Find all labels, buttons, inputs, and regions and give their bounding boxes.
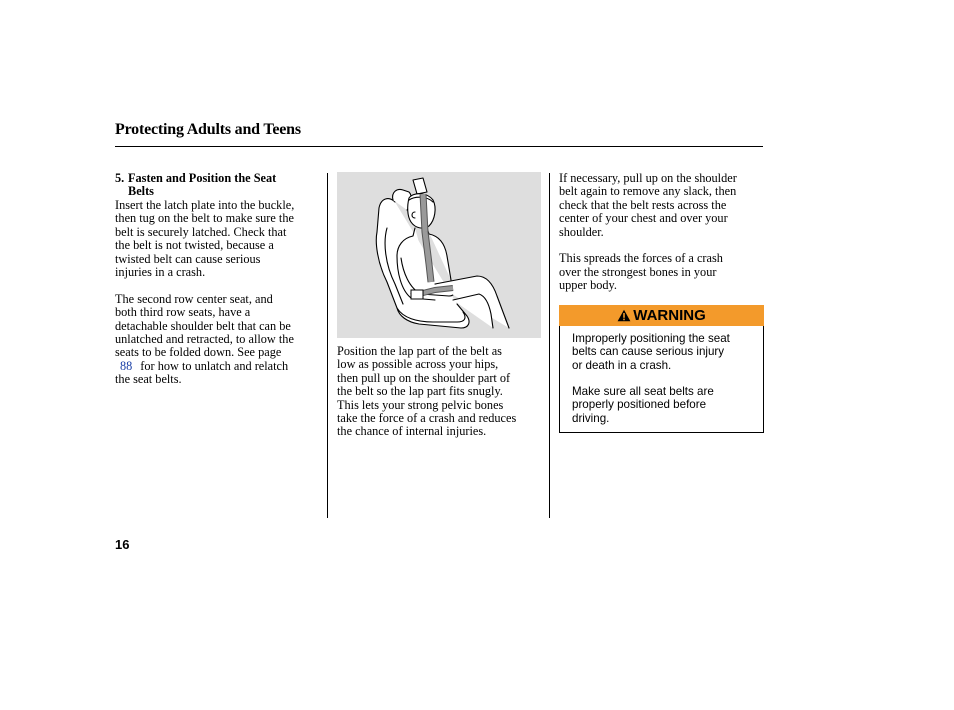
- warning-label: WARNING: [633, 307, 706, 324]
- text-line: belt is securely latched. Check that: [115, 224, 287, 239]
- column-2-text: [337, 345, 547, 439]
- text-fragment: for how to unlatch and relatch: [140, 358, 289, 373]
- warning-triangle-icon: [617, 309, 631, 322]
- text-line: This spreads the forces of a crash: [559, 251, 723, 266]
- text-line: This lets your strong pelvic bones: [337, 397, 504, 412]
- text-line: the seat belts.: [115, 372, 182, 387]
- text-line: Improperly positioning the seat: [572, 332, 730, 345]
- paragraph: [572, 332, 757, 372]
- text-line: take the force of a crash and reduces: [337, 411, 517, 426]
- text-line: detachable shoulder belt that can be: [115, 318, 291, 333]
- text-line: If necessary, pull up on the shoulder: [559, 171, 737, 185]
- text-line: seats to be folded down. See page: [115, 345, 282, 360]
- paragraph: [337, 345, 547, 439]
- text-line: Position the lap part of the belt as: [337, 344, 502, 358]
- text-line: shoulder.: [559, 224, 604, 239]
- text-line: check that the belt rests across the: [559, 197, 727, 212]
- text-line: driving.: [572, 411, 610, 425]
- text-line: over the strongest bones in your: [559, 264, 717, 279]
- seat-belt-illustration: [337, 172, 541, 338]
- text-line: injuries in a crash.: [115, 265, 206, 280]
- text-line: twisted belt can cause serious: [115, 251, 261, 266]
- text-line: low as possible across your hips,: [337, 357, 499, 372]
- warning-text: [572, 332, 757, 425]
- text-line: then pull up on the shoulder part of: [337, 370, 511, 385]
- text-line: [115, 360, 327, 373]
- text-line: then tug on the belt to make sure the: [115, 211, 294, 226]
- text-line: Insert the latch plate into the buckle,: [115, 198, 295, 212]
- step-heading: [115, 172, 325, 199]
- text-line: unlatched and retracted, to allow the: [115, 332, 294, 347]
- paragraph: [115, 293, 327, 387]
- column-divider-2: [549, 173, 550, 518]
- paragraph: [559, 172, 764, 239]
- page-title: Protecting Adults and Teens: [115, 121, 301, 138]
- text-line: the belt is not twisted, because a: [115, 238, 274, 253]
- text-line: the chance of internal injuries.: [337, 424, 487, 439]
- paragraph: [115, 199, 327, 279]
- page-reference-link[interactable]: 88: [120, 358, 133, 373]
- paragraph: [559, 252, 764, 292]
- text-line: upper body.: [559, 278, 617, 293]
- text-line: The second row center seat, and: [115, 291, 273, 306]
- warning-header: [559, 305, 764, 326]
- step-title-line-1: Fasten and Position the Seat: [128, 171, 277, 185]
- title-divider: [115, 146, 763, 147]
- step-number: 5.: [115, 171, 125, 185]
- text-line: both third row seats, have a: [115, 305, 251, 320]
- text-line: Make sure all seat belts are: [572, 385, 714, 399]
- step-title-line-2: Belts: [128, 184, 154, 199]
- text-line: belts can cause serious injury: [572, 345, 725, 359]
- text-line: the belt so the lap part fits snugly.: [337, 384, 503, 399]
- text-line: properly positioned before: [572, 398, 707, 412]
- page-number: 16: [115, 537, 130, 552]
- text-line: or death in a crash.: [572, 358, 672, 372]
- column-3-text: [559, 172, 764, 293]
- text-line: belt again to remove any slack, then: [559, 184, 737, 199]
- seated-person-seatbelt-icon: [337, 172, 541, 338]
- text-line: center of your chest and over your: [559, 211, 728, 226]
- column-divider-1: [327, 173, 328, 518]
- column-1-text: [115, 199, 327, 387]
- paragraph: [572, 385, 757, 425]
